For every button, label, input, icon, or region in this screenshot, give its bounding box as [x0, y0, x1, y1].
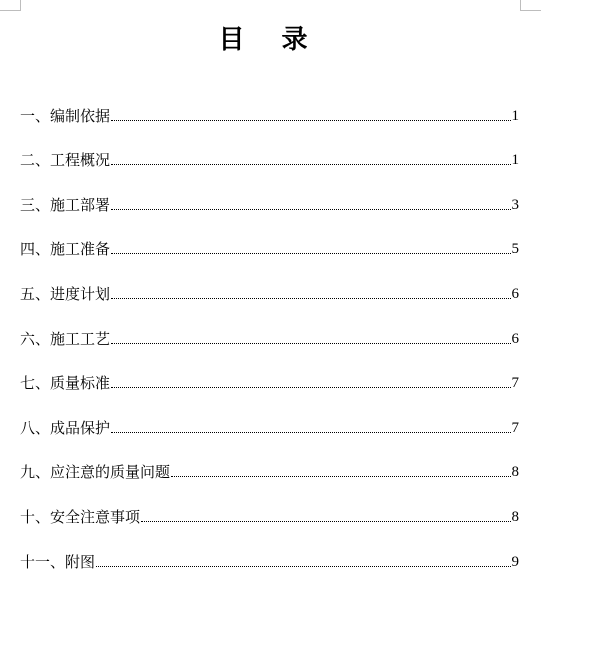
toc-entry-label: 十、安全注意事项: [20, 507, 141, 526]
toc-entry-label: 八、成品保护: [20, 418, 111, 437]
toc-page-number: 6: [511, 285, 519, 302]
crop-mark-left: [0, 0, 21, 11]
toc-page-number: 7: [511, 375, 519, 392]
toc-entry-label: 四、施工准备: [20, 240, 111, 259]
toc-entry[interactable]: [20, 483, 519, 528]
crop-mark-right: [520, 0, 541, 11]
toc-page-number: 7: [511, 419, 519, 436]
toc-dot-leader: [111, 209, 510, 210]
toc-entry[interactable]: [20, 260, 519, 305]
toc-page-number: 3: [511, 196, 519, 213]
toc-entry[interactable]: [20, 127, 519, 172]
toc-page-number: 5: [511, 241, 519, 258]
toc-dot-leader: [111, 120, 510, 121]
toc-dot-leader: [96, 566, 510, 567]
toc-page-number: 1: [511, 152, 519, 169]
toc-entry[interactable]: [20, 82, 519, 127]
toc-entry[interactable]: [20, 439, 519, 484]
toc-dot-leader: [171, 476, 510, 477]
table-of-contents: [20, 82, 519, 573]
toc-entry-label: 六、施工工艺: [20, 329, 111, 348]
toc-page-number: 6: [511, 330, 519, 347]
toc-page-number: 8: [511, 508, 519, 525]
toc-page-number: 8: [511, 464, 519, 481]
toc-entry[interactable]: [20, 350, 519, 395]
toc-entry-label: 九、应注意的质量问题: [20, 463, 171, 482]
toc-dot-leader: [111, 387, 510, 388]
toc-dot-leader: [111, 253, 510, 254]
toc-dot-leader: [111, 432, 510, 433]
toc-entry[interactable]: [20, 216, 519, 261]
toc-entry-label: 二、工程概况: [20, 151, 111, 170]
toc-entry[interactable]: [20, 528, 519, 573]
toc-entry-label: 十一、附图: [20, 552, 96, 571]
toc-page-number: 9: [511, 553, 519, 570]
toc-dot-leader: [111, 343, 510, 344]
toc-entry[interactable]: [20, 305, 519, 350]
toc-page-number: 1: [511, 107, 519, 124]
toc-entry-label: 一、编制依据: [20, 106, 111, 125]
toc-dot-leader: [141, 521, 510, 522]
toc-entry[interactable]: [20, 394, 519, 439]
toc-entry-label: 五、进度计划: [20, 284, 111, 303]
toc-dot-leader: [111, 164, 510, 165]
toc-title: 目 录: [218, 25, 322, 55]
toc-entry-label: 七、质量标准: [20, 374, 111, 393]
toc-dot-leader: [111, 298, 510, 299]
toc-entry[interactable]: [20, 171, 519, 216]
toc-entry-label: 三、施工部署: [20, 195, 111, 214]
